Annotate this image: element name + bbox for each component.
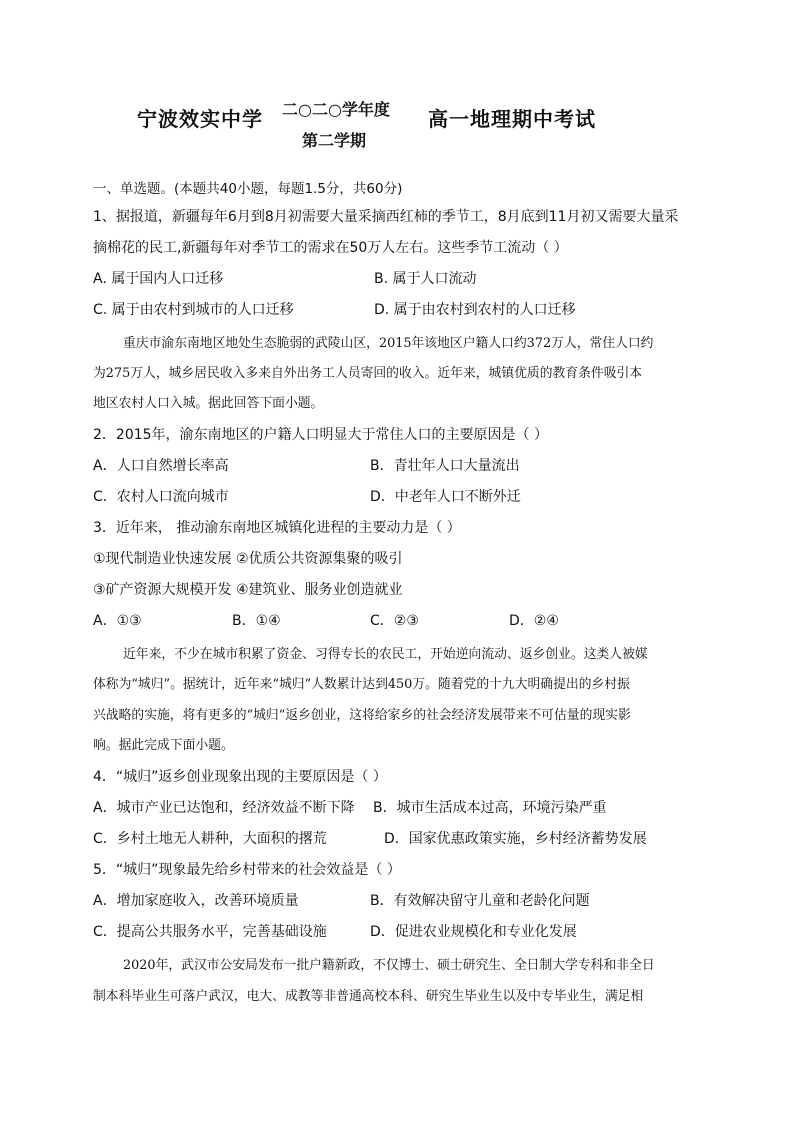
q1-stem-line1: 1、据报道，新疆每年6月到8月初需要大量采摘西红柿的季节工，8月底到11月初又需要大量采: [93, 209, 679, 225]
q1-option-d: D. 属于由农村到农村的人口迁移: [374, 302, 576, 318]
q4-option-a: A．城市产业已达饱和，经济效益不断下降: [93, 800, 355, 816]
q4-stem: 4．“城归”返乡创业现象出现的主要原因是（ ）: [93, 769, 387, 785]
q5-option-a: A．增加家庭收入，改善环境质量: [93, 893, 299, 909]
passage3-line1: 2020年，武汉市公安局发布一批户籍新政，不仅博士、硕士研究生、全日制大学专科和非全日: [123, 958, 655, 973]
q2-stem: 2．2015年，渝东南地区的户籍人口明显大于常住人口的主要原因是（ ）: [93, 427, 548, 443]
q3-items-line2: ③矿产资源大规模开发 ④建筑业、服务业创造就业: [93, 582, 403, 598]
q5-option-d: D．促进农业规模化和专业化发展: [370, 924, 577, 940]
q4-option-c: C．乡村土地无人耕种，大面积的撂荒: [93, 831, 327, 847]
q1-stem-line2: 摘棉花的民工,新疆每年对季节工的需求在50万人左右。这些季节工流动（ ）: [93, 240, 568, 256]
exam-title: 高一地理期中考试: [428, 107, 596, 131]
q4-option-b: B．城市生活成本过高，环境污染严重: [373, 800, 607, 816]
passage2-line3: 兴战略的实施，将有更多的“城归”返乡创业，这将给家乡的社会经济发展带来不可估量的现实影: [93, 708, 631, 723]
q1-option-c: C. 属于由农村到城市的人口迁移: [93, 302, 294, 318]
passage2-line4: 响。据此完成下面小题。: [93, 738, 234, 753]
passage1-line2: 为275万人，城乡居民收入多来自外出务工人员寄回的收入。近年来，城镇优质的教育条件吸引本: [93, 366, 643, 381]
q2-option-b: B．青壮年人口大量流出: [370, 458, 520, 474]
academic-year: 二○二○学年度: [282, 100, 390, 119]
q4-option-d: D．国家优惠政策实施，乡村经济蓄势发展: [384, 831, 647, 847]
section-heading: 一、单选题。(本题共40小题，每题1.5分，共60分): [93, 181, 403, 197]
q2-option-d: D．中老年人口不断外迁: [370, 489, 521, 505]
passage2-line1: 近年来，不少在城市积累了资金、习得专长的农民工，开始逆向流动、返乡创业。这类人被媒: [123, 647, 648, 662]
passage2-line2: 体称为“城归”。据统计，近年来“城归”人数累计达到450万。随着党的十九大明确提出的乡村振: [93, 677, 630, 692]
q3-option-c: C．②③: [370, 613, 419, 629]
q3-option-d: D．②④: [509, 613, 559, 629]
passage1-line3: 地区农村人口入城。据此回答下面小题。: [93, 396, 324, 411]
q5-stem: 5．“城归”现象最先给乡村带来的社会效益是（ ）: [93, 862, 401, 878]
school-name: 宁波效实中学: [137, 107, 263, 131]
q3-option-a: A．①③: [93, 613, 142, 629]
q5-option-b: B．有效解决留守儿童和老龄化问题: [370, 893, 590, 909]
semester: 第二学期: [302, 131, 367, 150]
q1-option-a: A. 属于国内人口迁移: [93, 271, 224, 287]
q3-items-line1: ①现代制造业快速发展 ②优质公共资源集聚的吸引: [93, 551, 403, 567]
q3-stem: 3．近年来， 推动渝东南地区城镇化进程的主要动力是（ ）: [93, 520, 461, 536]
passage1-line1: 重庆市渝东南地区地处生态脆弱的武陵山区，2015年该地区户籍人口约372万人，常住人口约: [123, 336, 654, 351]
q1-option-b: B. 属于人口流动: [374, 271, 477, 287]
passage3-line2: 制本科毕业生可落户武汉，电大、成教等非普通高校本科、研究生毕业生以及中专毕业生，满足相: [93, 989, 644, 1004]
q2-option-c: C．农村人口流向城市: [93, 489, 229, 505]
q3-option-b: B．①④: [232, 613, 281, 629]
q5-option-c: C．提高公共服务水平，完善基础设施: [93, 924, 327, 940]
q2-option-a: A．人口自然增长率高: [93, 458, 229, 474]
